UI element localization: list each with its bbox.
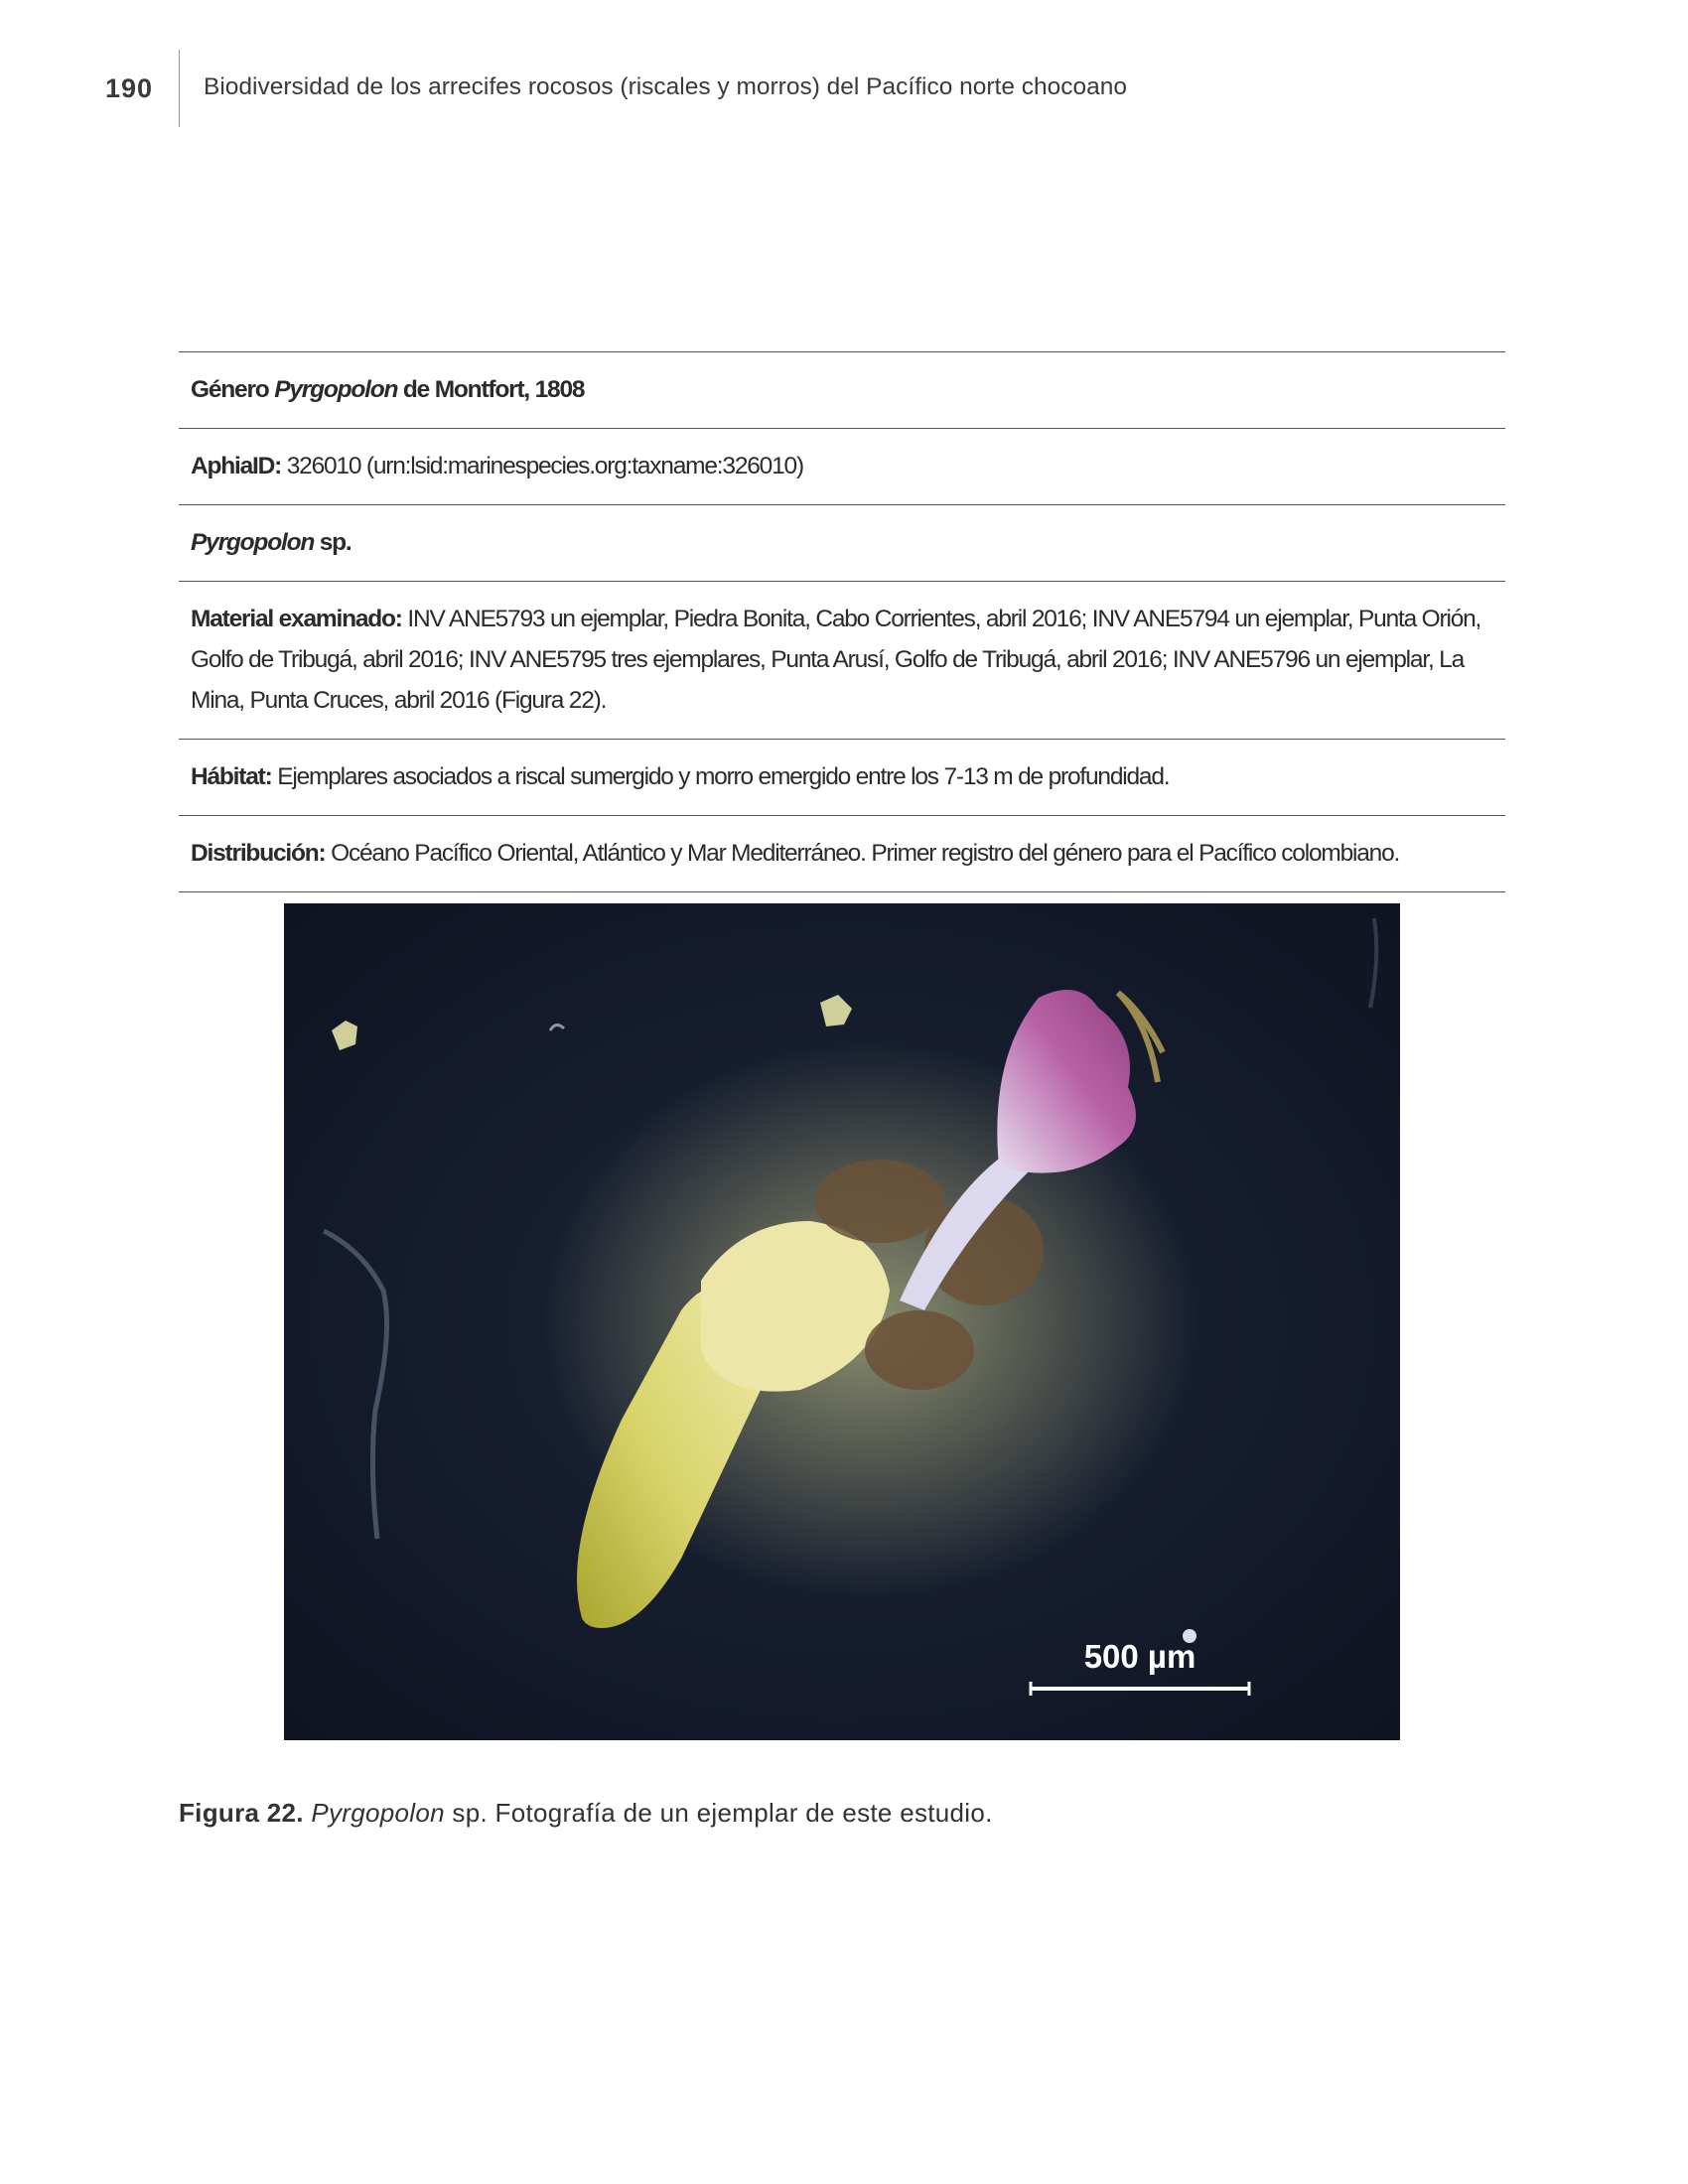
running-head	[0, 48, 1688, 129]
specimen-photo	[284, 903, 1400, 1740]
caption-text: sp. Fotografía de un ejemplar de este estudio.	[444, 1798, 993, 1828]
scale-bar-label: 500 µm	[1083, 1638, 1196, 1675]
habitat-row	[179, 740, 1505, 816]
caption-label: Figura 22.	[179, 1798, 304, 1828]
habitat-label: Hábitat:	[191, 763, 272, 790]
material-row	[179, 582, 1505, 740]
page-number: 190	[105, 73, 154, 103]
habitat-value: Ejemplares asociados a riscal sumergido y morro emergido entre los 7-13 m de profundidad.	[277, 763, 1170, 790]
genus-row	[179, 352, 1505, 429]
genus-prefix: Género	[191, 376, 269, 403]
genus-name: Pyrgopolon	[274, 376, 398, 403]
material-label: Material examinado:	[191, 606, 402, 632]
aphia-id-row	[179, 429, 1505, 505]
specimen-illustration	[284, 903, 1400, 1740]
species-name: Pyrgopolon	[191, 529, 315, 556]
aphia-label: AphiaID:	[191, 453, 282, 479]
material-value: INV ANE5793 un ejemplar, Piedra Bonita, Cabo Corrientes, abril 2016; INV ANE5794 un ejemplar, Punta Orión, Golfo de Tribugá, abril 2016; INV ANE5795 tres ejemplares, Punta Arusí, Golfo de Tribugá, abril 2016; INV ANE5796 un ejemplar, La Mina, Punta Cruces, abril 2016 (Figura 22).	[191, 606, 1481, 714]
distribution-value: Océano Pacífico Oriental, Atlántico y Mar Mediterráneo. Primer registro del género para el Pacífico colombiano.	[331, 840, 1400, 867]
species-row	[179, 505, 1505, 582]
header-divider	[179, 50, 180, 127]
figure-caption	[179, 1798, 993, 1829]
caption-taxon: Pyrgopolon	[311, 1798, 445, 1828]
genus-author: de Montfort, 1808	[402, 376, 585, 403]
species-suffix: sp.	[319, 529, 352, 556]
species-record-table	[179, 351, 1505, 892]
distribution-label: Distribución:	[191, 840, 326, 867]
distribution-row	[179, 816, 1505, 892]
running-title: Biodiversidad de los arrecifes rocosos (riscales y morros) del Pacífico norte chocoano	[204, 73, 1128, 100]
aphia-value: 326010 (urn:lsid:marinespecies.org:taxname:326010)	[286, 453, 803, 479]
